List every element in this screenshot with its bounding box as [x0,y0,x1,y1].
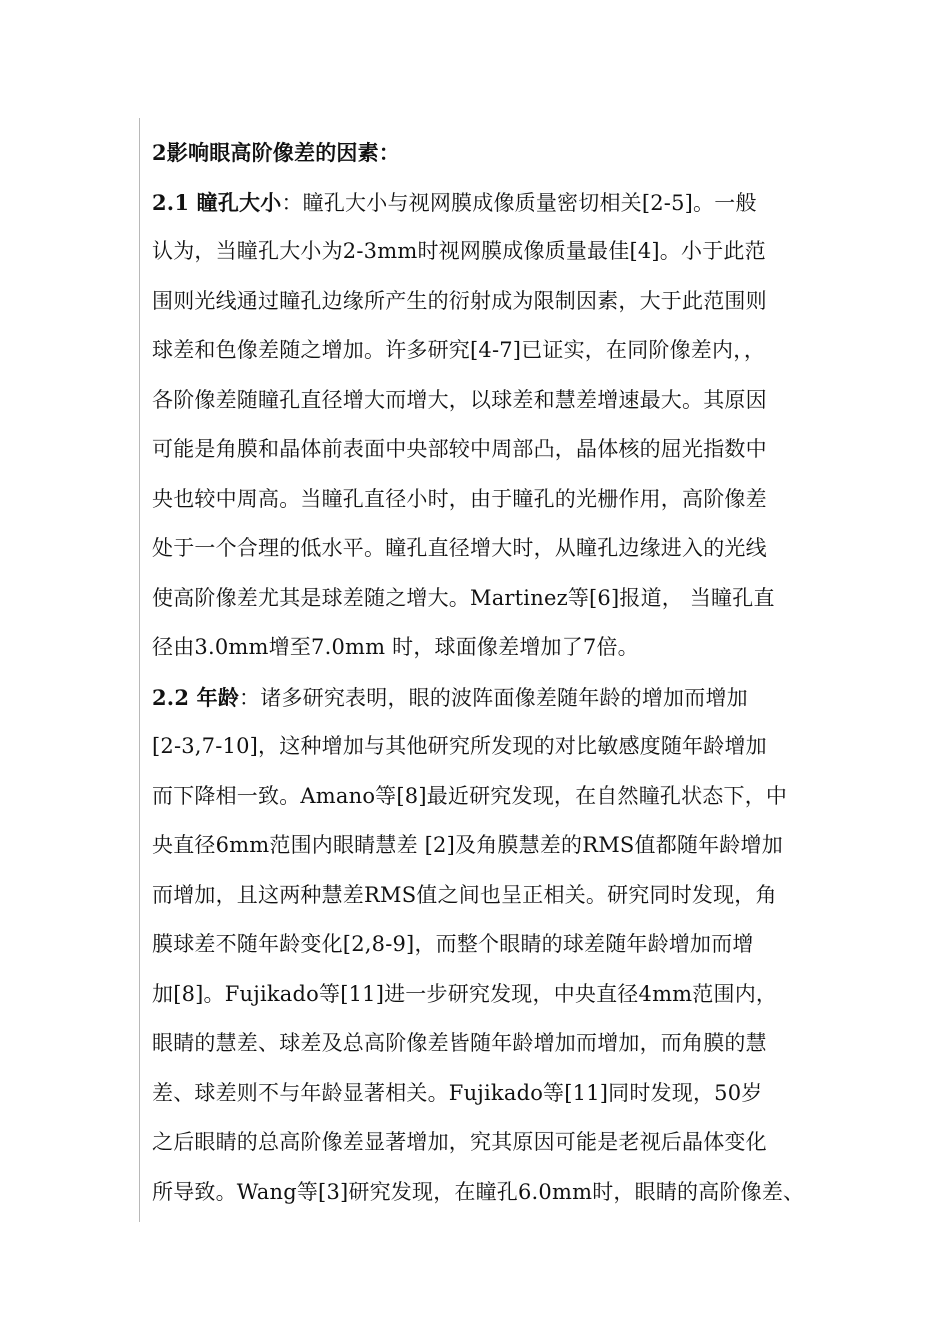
paragraph-line: 使高阶像差尤其是球差随之增大。Martinez等[6]报道， 当瞳孔直 [152,585,775,610]
paragraph-line: 而增加，且这两种慧差RMS值之间也呈正相关。研究同时发现，角 [152,882,777,907]
subsection-label: 2.1 瞳孔大小 [152,189,282,215]
paragraph-line: 加[8]。Fujikado等[11]进一步研究发现，中央直径4mm范围内， [152,981,778,1006]
paragraph-line [152,178,828,228]
paragraph-line [152,673,828,723]
paragraph-line: 处于一个合理的低水平。瞳孔直径增大时，从瞳孔边缘进入的光线 [152,536,767,560]
paragraph-line: 眼睛的慧差、球差及总高阶像差皆随年龄增加而增加，而角膜的慧 [152,1031,767,1055]
paragraph-line: 球差和色像差随之增加。许多研究[4-7]已证实，在同阶像差内，， [152,338,766,362]
paragraph-line: 围则光线通过瞳孔边缘所产生的衍射成为限制因素，大于此范围则 [152,288,767,313]
paragraph-text: 瞳孔大小与视网膜成像质量密切相关[2-5]。一般 [302,190,757,215]
paragraph-line: 央也较中周高。当瞳孔直径小时，由于瞳孔的光栅作用，高阶像差 [152,486,767,511]
label-colon: ： [281,190,303,215]
paragraph-line: [2-3,7-10]，这种增加与其他研究所发现的对比敏感度随年龄增加 [152,734,767,758]
paragraph-line: 各阶像差随瞳孔直径增大而增大，以球差和慧差增速最大。其原因 [152,387,767,412]
paragraph-line: 而下降相一致。Amano等[8]最近研究发现，在自然瞳孔状态下，中 [152,783,788,808]
paragraph-line: 认为，当瞳孔大小为2-3mm时视网膜成像质量最佳[4]。小于此范 [152,239,766,263]
paragraph-line: 差、球差则不与年龄显著相关。Fujikado等[11]同时发现，50岁 [152,1080,763,1105]
paragraph-line: 之后眼睛的总高阶像差显著增加，究其原因可能是老视后晶体变化 [152,1130,767,1154]
margin-rule [139,118,140,1222]
paragraph-line: 央直径6mm范围内眼睛慧差 [2]及角膜慧差的RMS值都随年龄增加 [152,833,783,857]
subsection-label: 2.2 年龄 [152,684,240,710]
label-colon: ： [239,685,261,710]
paragraph-text: 诸多研究表明，眼的波阵面像差随年龄的增加而增加 [260,685,748,710]
document-body [152,128,828,1217]
section-heading: 2影响眼高阶像差的因素： [152,140,401,165]
paragraph-line: 径由3.0mm增至7.0mm 时，球面像差增加了7倍。 [152,635,639,659]
paragraph-line: 膜球差不随年龄变化[2,8-9]，而整个眼睛的球差随年龄增加而增 [152,932,754,956]
paragraph-line: 可能是角膜和晶体前表面中央部较中周部凸，晶体核的屈光指数中 [152,437,767,461]
paragraph-line: 所导致。Wang等[3]研究发现，在瞳孔6.0mm时，眼睛的高阶像差、 [152,1179,805,1204]
